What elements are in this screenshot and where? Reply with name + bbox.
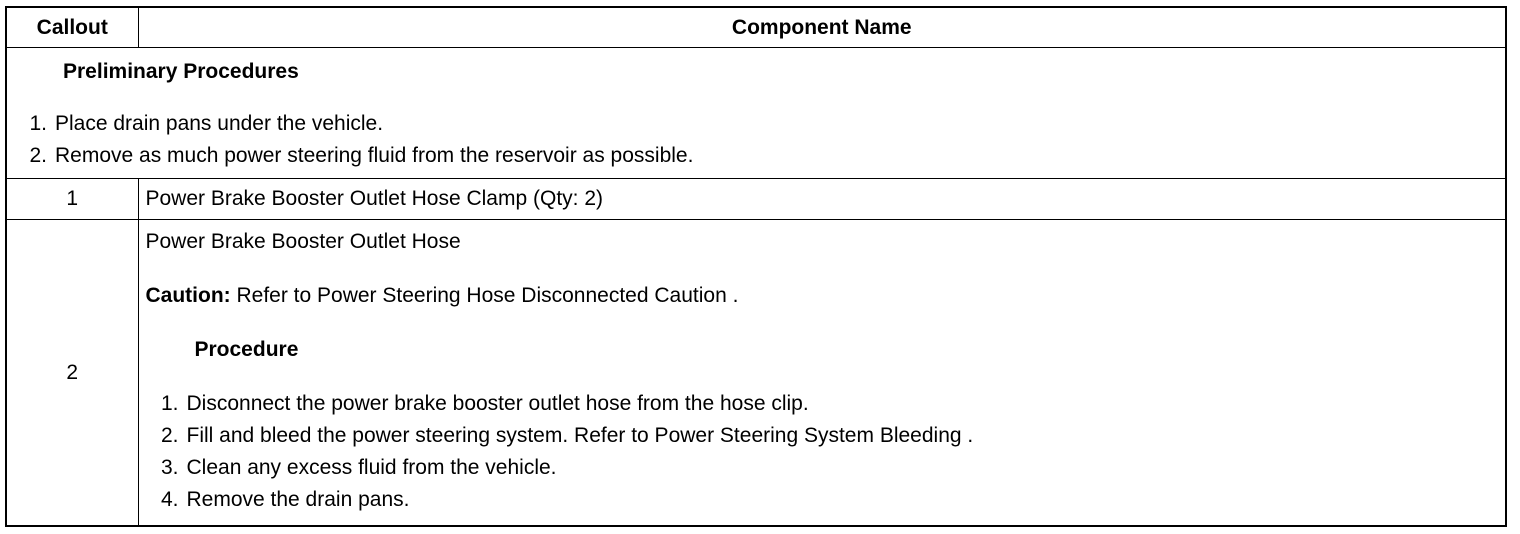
procedure-step	[146, 388, 1506, 420]
step-number: 4.	[160, 488, 179, 512]
step-number: 3.	[160, 456, 179, 480]
table-row	[7, 179, 1505, 220]
component-detail	[138, 220, 1505, 525]
procedure-steps	[146, 388, 1506, 516]
preliminary-row	[7, 48, 1505, 179]
header-component-name: Component Name	[138, 8, 1505, 48]
callout-number: 2	[7, 220, 138, 525]
step-text: Fill and bleed the power steering system. Refer to Power Steering System Bleeding .	[186, 424, 974, 448]
step-number: 1.	[29, 112, 47, 135]
preliminary-step	[7, 108, 1505, 140]
caution-note	[146, 280, 1506, 312]
step-number: 2.	[29, 144, 47, 167]
procedure-step	[146, 420, 1506, 452]
step-text: Place drain pans under the vehicle.	[55, 112, 384, 135]
preliminary-title: Preliminary Procedures	[63, 60, 299, 83]
component-name: Power Brake Booster Outlet Hose Clamp (Qty: 2)	[138, 179, 1505, 220]
step-number: 1.	[160, 392, 179, 416]
procedure-table	[7, 8, 1505, 525]
procedure-title: Procedure	[194, 338, 299, 362]
table-row	[7, 220, 1505, 525]
step-text: Remove as much power steering fluid from the reservoir as possible.	[55, 144, 694, 167]
procedure-step	[146, 484, 1506, 516]
callout-number: 1	[7, 179, 138, 220]
table-header-row	[7, 8, 1505, 48]
procedure-table-frame	[5, 6, 1507, 527]
step-text: Remove the drain pans.	[186, 488, 410, 512]
header-callout: Callout	[7, 8, 138, 48]
component-name: Power Brake Booster Outlet Hose	[145, 230, 461, 254]
procedure-step	[146, 452, 1506, 484]
caution-text: Refer to Power Steering Hose Disconnected Caution .	[230, 284, 739, 308]
step-text: Disconnect the power brake booster outlet hose from the hose clip.	[186, 392, 809, 416]
caution-label: Caution:	[145, 284, 231, 308]
step-number: 2.	[160, 424, 179, 448]
preliminary-cell	[7, 48, 1505, 179]
preliminary-steps	[7, 108, 1505, 172]
step-text: Clean any excess fluid from the vehicle.	[186, 456, 557, 480]
preliminary-step	[7, 140, 1505, 172]
